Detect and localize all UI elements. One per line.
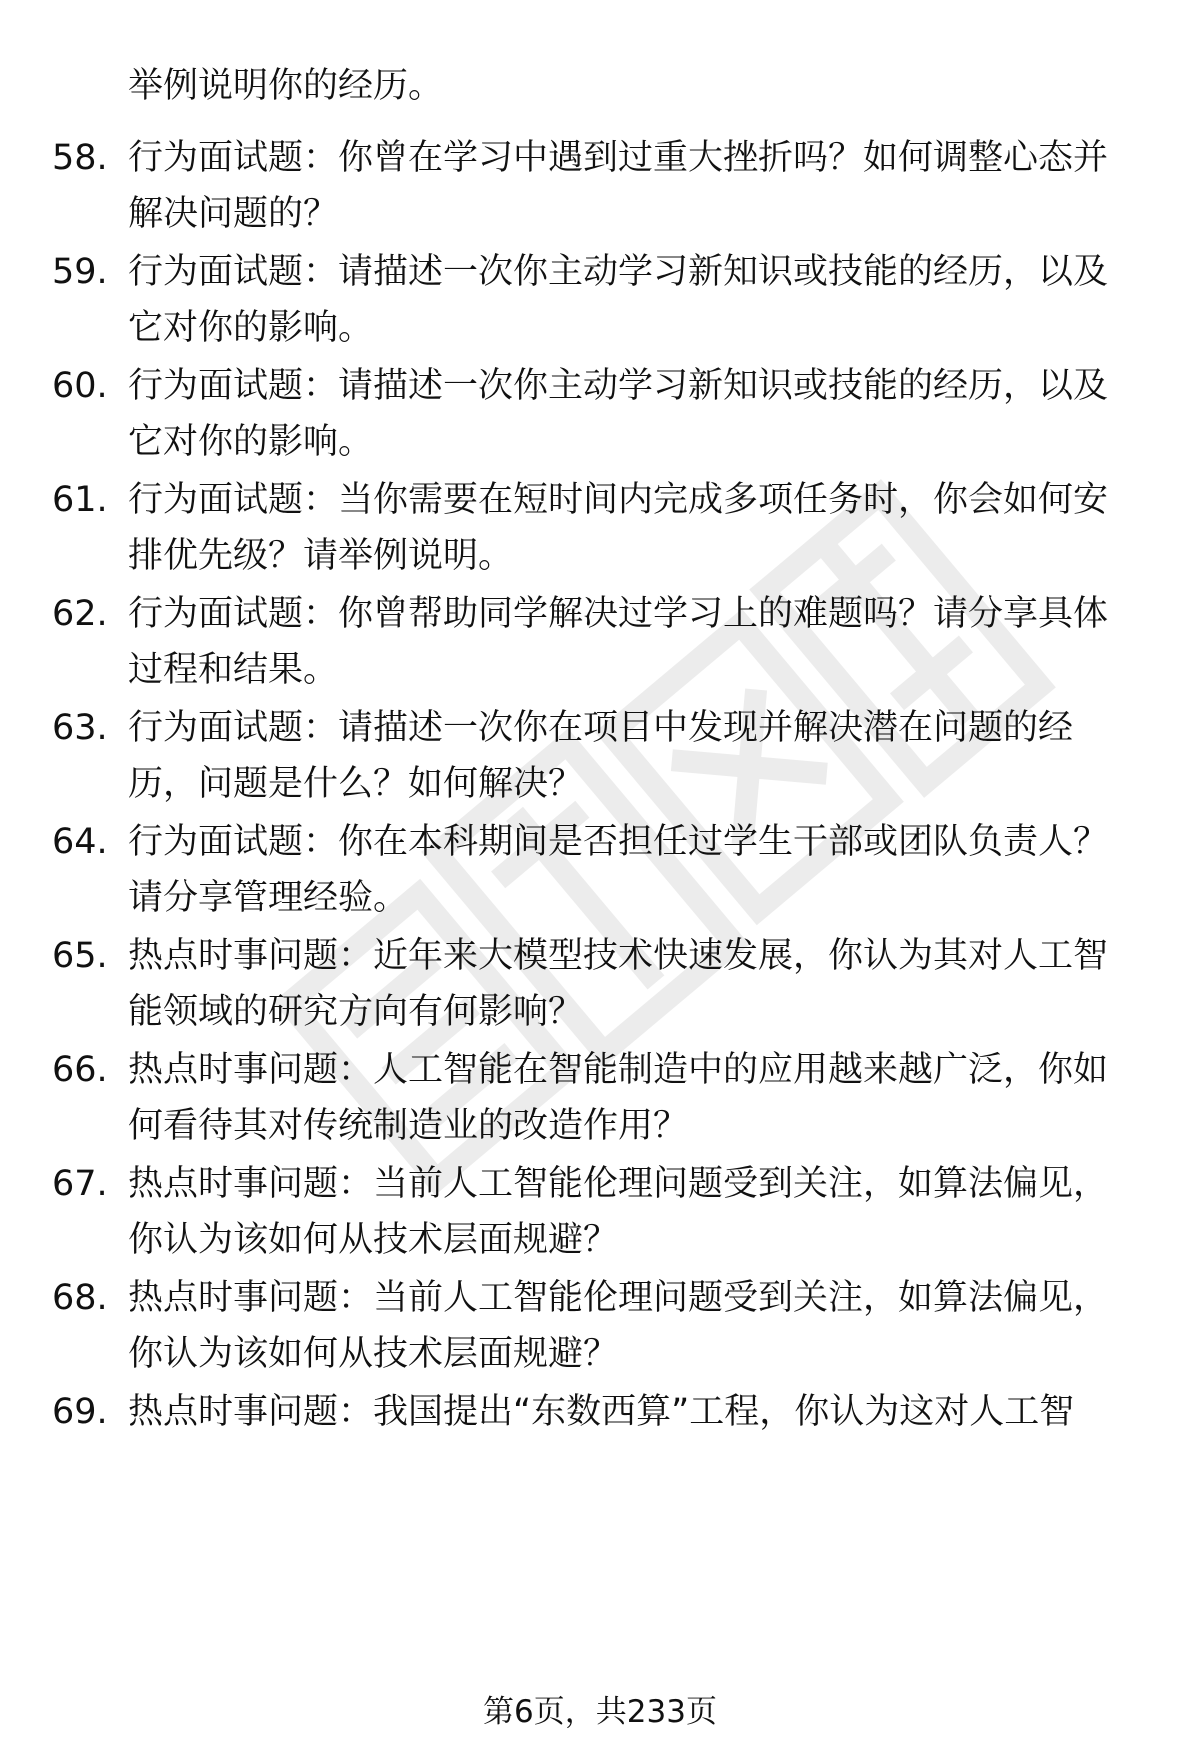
question-text: 行为面试题：你曾帮助同学解决过学习上的难题吗？请分享具体 过程和结果。 — [128, 594, 1109, 690]
question-number: 58. — [52, 138, 108, 178]
question-number: 63. — [52, 708, 108, 748]
question-number: 66. — [52, 1050, 108, 1090]
question-number: 61. — [52, 480, 108, 520]
question-text: 行为面试题：请描述一次你主动学习新知识或技能的经历，以及 它对你的影响。 — [128, 252, 1109, 348]
question-text: 热点时事问题：人工智能在智能制造中的应用越来越广泛，你如 何看待其对传统制造业的改造作用？ — [128, 1050, 1109, 1146]
page-footer: 第6页，共233页 — [483, 1694, 717, 1730]
question-text: 热点时事问题：当前人工智能伦理问题受到关注，如算法偏见， 你认为该如何从技术层面规避？ — [128, 1278, 1109, 1374]
continued-question-line: 举例说明你的经历。 — [128, 66, 444, 106]
question-number: 60. — [52, 366, 108, 406]
question-number: 64. — [52, 822, 108, 862]
question-number: 62. — [52, 594, 108, 634]
question-number: 69. — [52, 1392, 108, 1432]
question-number: 65. — [52, 936, 108, 976]
question-text: 热点时事问题：近年来大模型技术快速发展，你认为其对人工智 能领域的研究方向有何影响？ — [128, 936, 1109, 1032]
question-text: 热点时事问题：当前人工智能伦理问题受到关注，如算法偏见， 你认为该如何从技术层面规避？ — [128, 1164, 1109, 1260]
question-text: 行为面试题：请描述一次你主动学习新知识或技能的经历，以及 它对你的影响。 — [128, 366, 1109, 462]
question-number: 67. — [52, 1164, 108, 1204]
question-text: 行为面试题：你曾在学习中遇到过重大挫折吗？如何调整心态并 解决问题的？ — [128, 138, 1109, 234]
question-text: 行为面试题：当你需要在短时间内完成多项任务时，你会如何安 排优先级？请举例说明。 — [128, 480, 1109, 576]
question-number: 59. — [52, 252, 108, 292]
question-text: 行为面试题：你在本科期间是否担任过学生干部或团队负责人？ 请分享管理经验。 — [128, 822, 1109, 918]
question-text: 热点时事问题：我国提出“东数西算”工程，你认为这对人工智 — [128, 1392, 1075, 1432]
question-number: 68. — [52, 1278, 108, 1318]
question-text: 行为面试题：请描述一次你在项目中发现并解决潜在问题的经 历，问题是什么？如何解决？ — [128, 708, 1074, 804]
